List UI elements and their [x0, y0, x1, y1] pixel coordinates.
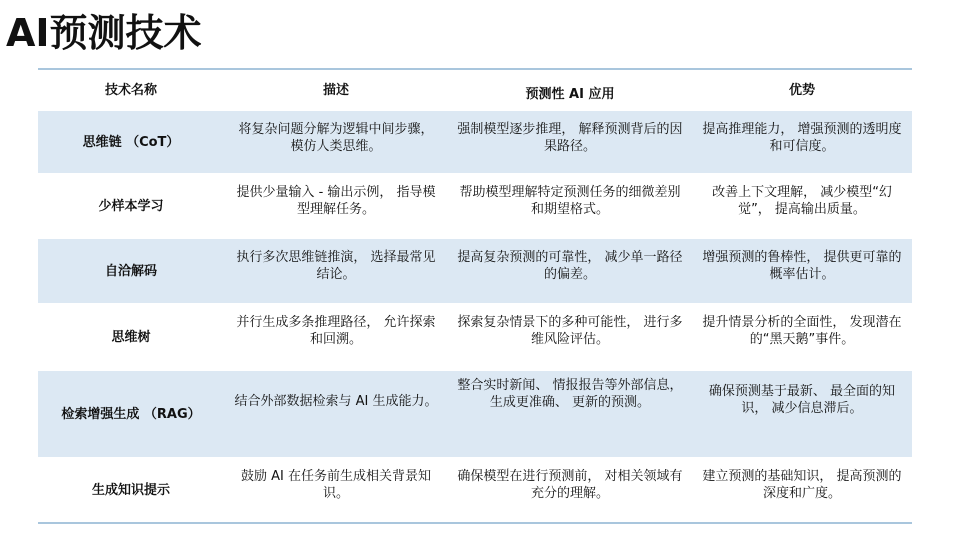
table-header-row — [38, 70, 912, 111]
header-app: 预测性 AI 应用 — [525, 86, 615, 102]
table-row — [38, 174, 912, 239]
table-row — [38, 458, 912, 522]
row-app: 整合实时新闻、 情报报告等外部信息， 生成更准确、 更新的预测。 — [457, 378, 683, 410]
header-adv: 优势 — [788, 82, 815, 98]
row-adv: 提升情景分析的全面性， 发现潜在的“黑天鹅”事件。 — [702, 315, 902, 347]
row-desc: 鼓励 AI 在任务前生成相关背景知识。 — [241, 469, 431, 501]
row-desc: 提供少量输入 - 输出示例， 指导模型理解任务。 — [236, 185, 436, 217]
row-desc: 并行生成多条推理路径， 允许探索和回溯。 — [236, 315, 436, 347]
table-row — [38, 239, 912, 304]
row-adv: 改善上下文理解， 减少模型“幻觉”， 提高输出质量。 — [712, 185, 892, 217]
row-app: 强制模型逐步推理， 解释预测背后的因果路径。 — [457, 122, 683, 154]
row-name: 思维链 （CoT） — [82, 134, 180, 150]
row-app: 帮助模型理解特定预测任务的细微差别和期望格式。 — [459, 185, 681, 217]
row-adv: 提高推理能力， 增强预测的透明度和可信度。 — [702, 122, 902, 154]
row-name: 检索增强生成 （RAG） — [61, 406, 201, 422]
row-adv: 增强预测的鲁棒性， 提供更可靠的概率估计。 — [702, 250, 902, 282]
row-desc: 将复杂问题分解为逻辑中间步骤， 模仿人类思维。 — [238, 122, 434, 154]
techniques-table — [38, 68, 912, 524]
row-name: 思维树 — [111, 329, 151, 345]
row-desc: 结合外部数据检索与 AI 生成能力。 — [234, 394, 438, 409]
row-adv: 建立预测的基础知识， 提高预测的深度和广度。 — [702, 469, 902, 501]
row-app: 确保模型在进行预测前， 对相关领域有充分的理解。 — [457, 469, 683, 501]
table-row — [38, 111, 912, 174]
row-app: 提高复杂预测的可靠性， 减少单一路径的偏差。 — [457, 250, 683, 282]
row-name: 自洽解码 — [104, 263, 157, 279]
table-row — [38, 371, 912, 458]
row-desc: 执行多次思维链推演， 选择最常见结论。 — [236, 250, 436, 282]
row-app: 探索复杂情景下的多种可能性， 进行多维风险评估。 — [457, 315, 683, 347]
row-name: 生成知识提示 — [91, 482, 170, 498]
row-adv: 确保预测基于最新、 最全面的知识， 减少信息滞后。 — [708, 384, 896, 416]
header-name: 技术名称 — [104, 82, 157, 98]
page-title: AI预测技术 — [6, 11, 202, 55]
header-desc: 描述 — [322, 82, 349, 98]
table-row — [38, 304, 912, 371]
row-name: 少样本学习 — [98, 198, 164, 214]
